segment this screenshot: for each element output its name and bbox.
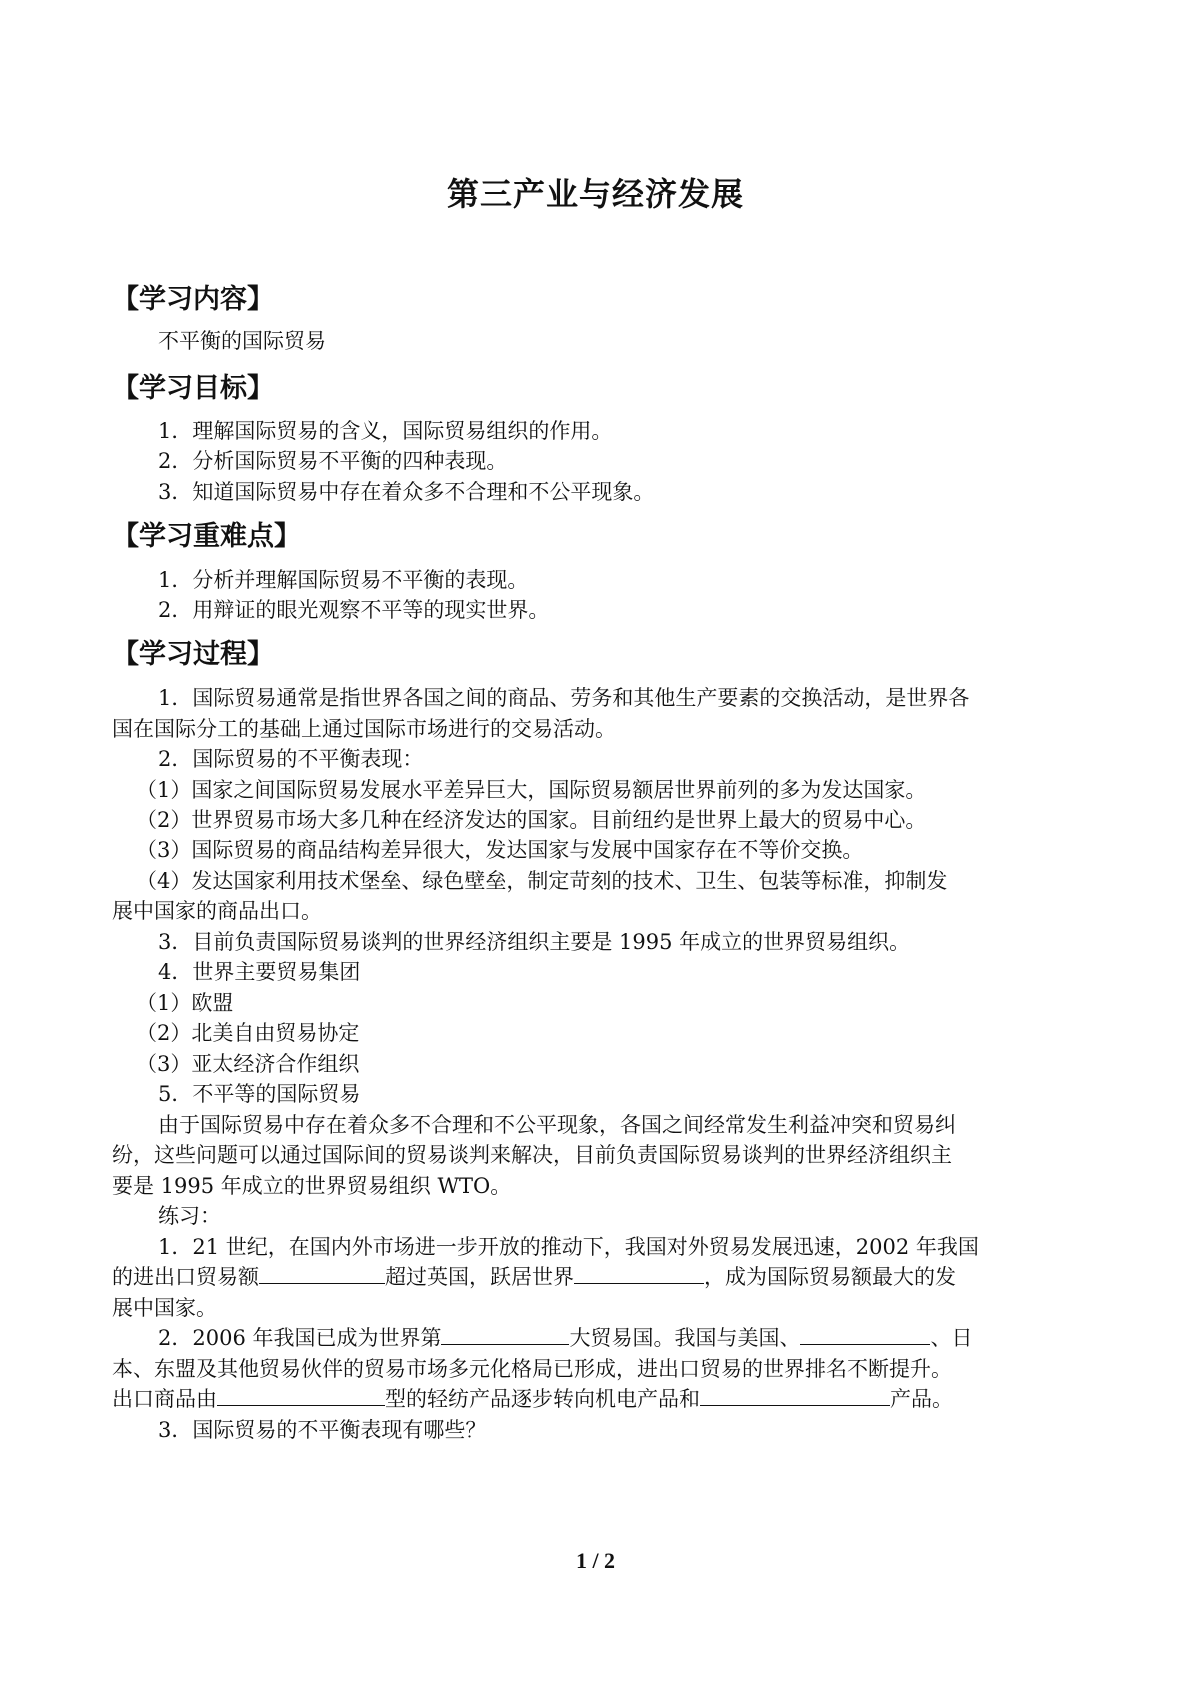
answer-blank[interactable] [217, 1383, 385, 1406]
exercise-q1-text: ，成为国际贸易额最大的发 [704, 1265, 956, 1289]
process-p5-title: 5．不平等的国际贸易 [158, 1082, 361, 1106]
answer-blank[interactable] [441, 1322, 569, 1345]
section-heading-keypoints: 【学习重难点】 [112, 521, 301, 552]
keypoint-item: 1．分析并理解国际贸易不平衡的表现。 [158, 568, 529, 592]
process-p4-item: （1）欧盟 [136, 991, 234, 1015]
process-p5-line1: 由于国际贸易中存在着众多不合理和不公平现象，各国之间经常发生利益冲突和贸易纠 [158, 1113, 956, 1137]
exercise-q1-line1: 1．21 世纪，在国内外市场进一步开放的推动下，我国对外贸易发展迅速，2002 年我国 [158, 1235, 979, 1259]
keypoint-item: 2．用辩证的眼光观察不平等的现实世界。 [158, 598, 550, 622]
exercise-q2-text: 2．2006 年我国已成为世界第 [158, 1326, 442, 1350]
exercise-q3: 3．国际贸易的不平衡表现有哪些？ [158, 1418, 487, 1442]
process-p2-title: 2．国际贸易的不平衡表现： [158, 747, 424, 771]
process-p4-item: （2）北美自由贸易协定 [136, 1021, 360, 1045]
exercise-q2-line2: 本、东盟及其他贸易伙伴的贸易市场多元化格局已形成，进出口贸易的世界排名不断提升。 [112, 1357, 952, 1381]
process-p4-item: （3）亚太经济合作组织 [136, 1052, 360, 1076]
goal-item: 1．理解国际贸易的含义，国际贸易组织的作用。 [158, 419, 613, 443]
process-p2-item: （3）国际贸易的商品结构差异很大，发达国家与发展中国家存在不等价交换。 [136, 838, 864, 862]
exercise-q1-line3: 展中国家。 [112, 1296, 217, 1320]
answer-blank[interactable] [800, 1322, 930, 1345]
process-p2-item4-line1: （4）发达国家利用技术堡垒、绿色壁垒，制定苛刻的技术、卫生、包装等标准，抑制发 [136, 869, 948, 893]
exercise-q2-text: 大贸易国。我国与美国、 [569, 1326, 801, 1350]
process-p1-line2: 国在国际分工的基础上通过国际市场进行的交易活动。 [112, 717, 616, 741]
exercise-q1-line2 [112, 1261, 1088, 1293]
goal-item: 3．知道国际贸易中存在着众多不合理和不公平现象。 [158, 480, 655, 504]
answer-blank[interactable] [574, 1261, 704, 1284]
process-p1-line1: 1．国际贸易通常是指世界各国之间的商品、劳务和其他生产要素的交换活动，是世界各 [158, 686, 970, 710]
exercise-q2-text: 、日 [930, 1326, 973, 1350]
document-title: 第三产业与经济发展 [446, 175, 744, 213]
exercise-q2-text: 型的轻纺产品逐步转向机电产品和 [385, 1387, 700, 1411]
exercise-label: 练习： [158, 1204, 221, 1228]
section-heading-process: 【学习过程】 [112, 639, 274, 670]
exercise-q1-text: 的进出口贸易额 [112, 1265, 259, 1289]
process-p2-item4-line2: 展中国家的商品出口。 [112, 899, 322, 923]
answer-blank[interactable] [700, 1383, 890, 1406]
process-p5-line2: 纷，这些问题可以通过国际间的贸易谈判来解决，目前负责国际贸易谈判的世界经济组织主 [112, 1143, 952, 1167]
process-p2-item: （1）国家之间国际贸易发展水平差异巨大，国际贸易额居世界前列的多为发达国家。 [136, 778, 927, 802]
process-p3: 3．目前负责国际贸易谈判的世界经济组织主要是 1995 年成立的世界贸易组织。 [158, 930, 911, 954]
goal-item: 2．分析国际贸易不平衡的四种表现。 [158, 449, 508, 473]
process-p4-title: 4．世界主要贸易集团 [158, 960, 361, 984]
exercise-q1-text: 超过英国，跃居世界 [385, 1265, 574, 1289]
exercise-q2-text: 出口商品由 [112, 1387, 217, 1411]
exercise-q2-text: 产品。 [890, 1387, 953, 1411]
section-heading-goals: 【学习目标】 [112, 373, 274, 404]
content-line: 不平衡的国际贸易 [158, 329, 326, 353]
page-number: 1 / 2 [575, 1548, 616, 1573]
section-heading-content: 【学习内容】 [112, 284, 274, 315]
exercise-q2-line1 [158, 1322, 972, 1354]
process-p2-item: （2）世界贸易市场大多几种在经济发达的国家。目前纽约是世界上最大的贸易中心。 [136, 808, 927, 832]
process-p5-line3: 要是 1995 年成立的世界贸易组织 WTO。 [112, 1174, 512, 1198]
exercise-q2-line3 [112, 1383, 1088, 1415]
answer-blank[interactable] [259, 1261, 385, 1284]
